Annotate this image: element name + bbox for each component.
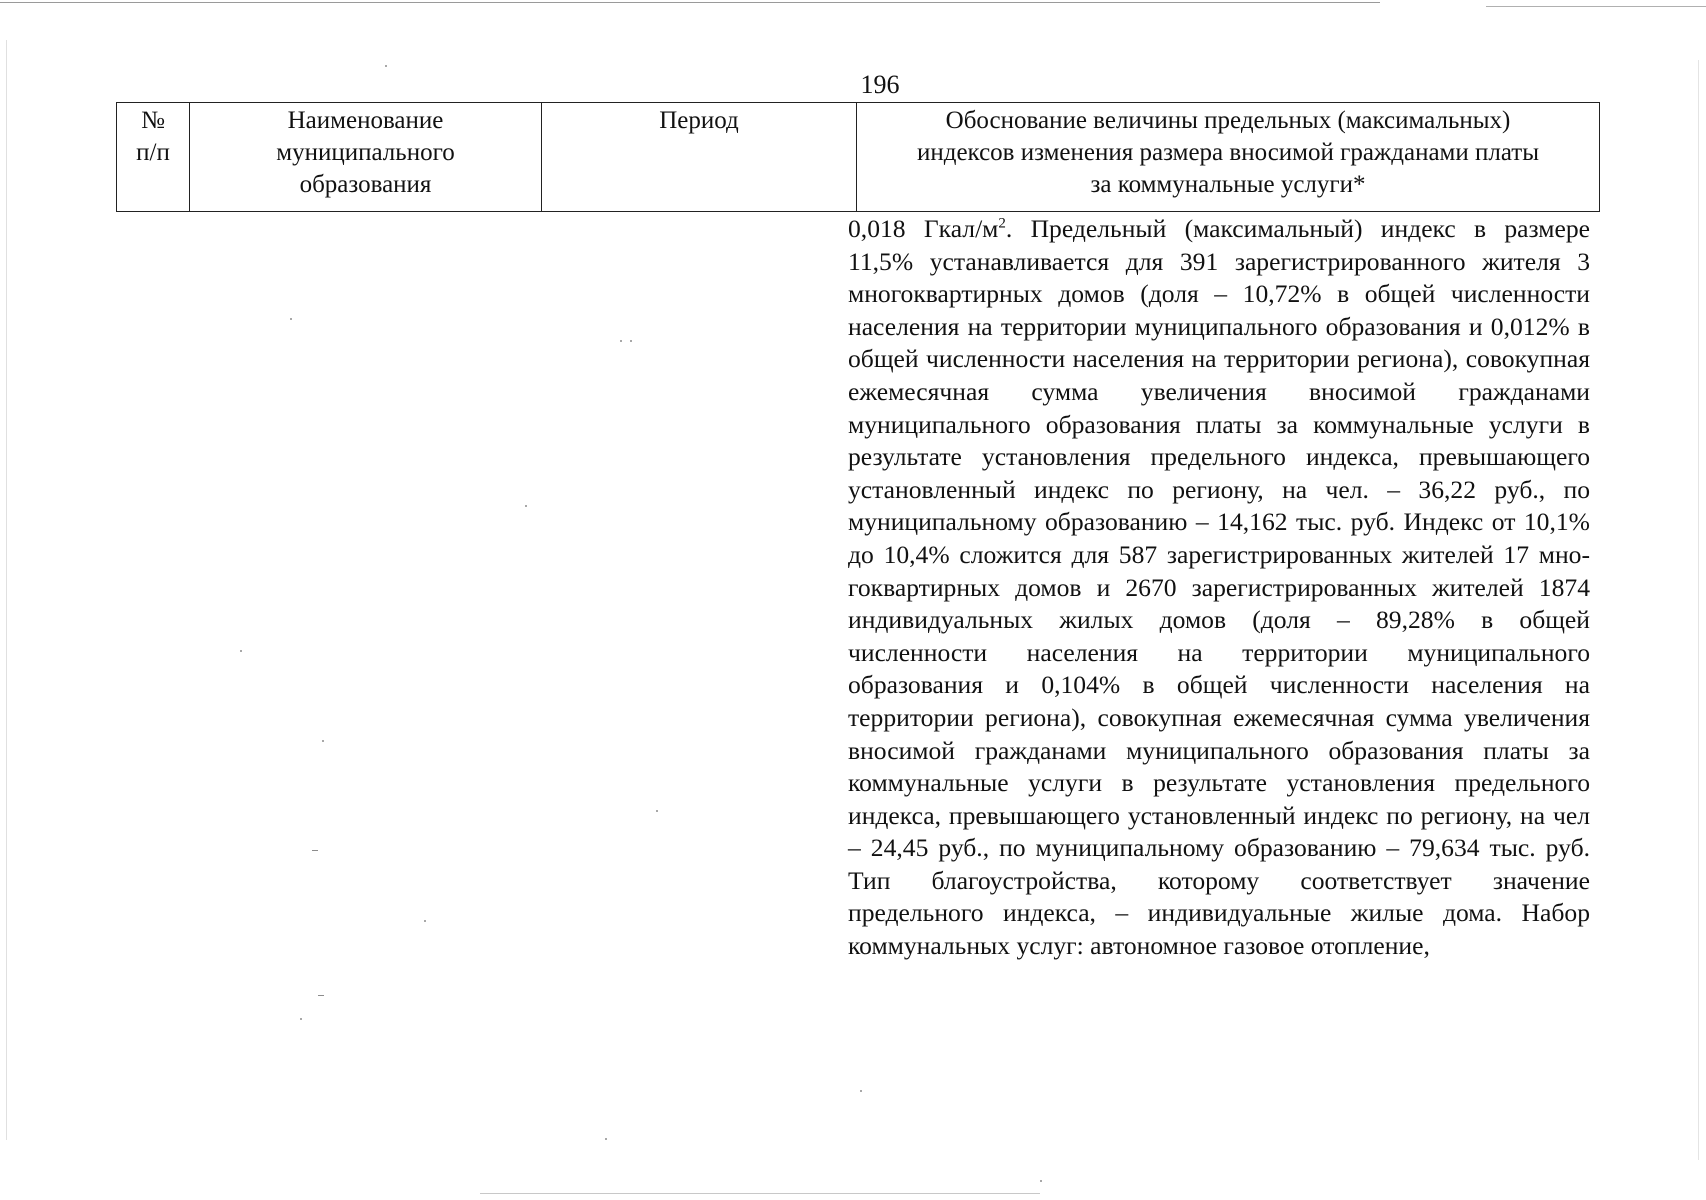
justification-text [848, 213, 1590, 963]
scan-speck [290, 318, 292, 320]
scan-speck [860, 1090, 862, 1092]
header-cell-number: № п/п [117, 103, 190, 212]
scan-speck [630, 340, 632, 342]
header-cell-period: Период [542, 103, 857, 212]
page-number: 196 [860, 70, 900, 99]
scan-border-left [6, 40, 7, 1140]
scan-speck [312, 850, 318, 851]
scan-speck [656, 810, 658, 812]
scan-speck [318, 995, 324, 996]
header-cell-municipality: Наименование муниципального образования [190, 103, 542, 212]
justification-unit-superscript: 2 [998, 215, 1006, 232]
scan-border-right [1698, 60, 1699, 1160]
table-header [116, 102, 1600, 212]
scan-speck [300, 1018, 302, 1020]
scan-speck [424, 920, 426, 922]
scan-speck [525, 505, 527, 507]
justification-unit: 0,018 Гкал/м [848, 214, 999, 243]
scan-speck [605, 1138, 607, 1140]
scan-speck [1040, 1180, 1042, 1182]
scan-speck [385, 65, 387, 67]
scan-border-top-right [1486, 6, 1706, 7]
table-header-row [117, 103, 1600, 212]
justification-paragraph: . Предельный (максимальный) индекс в размере 11,5% устанавливается для 391 зарегистрированного жителя 3 многоквартирных домов (доля – 10,72% в общей численности населения на территории муниципального образования и 0,012% в общей численности населения на территории региона), совокупная ежемесячная сумма увеличения вносимой гражданами муниципального образования платы за коммунальные услуги в результате установления предельного индекса, превышающего установленный индекс по региону, на чел. – 36,22 руб., по муниципальному образованию – 14,162 тыс. руб. Индекс от 10,1% до 10,4% сложится для 587 зарегистрированных жителей 17 многоквартирных домов и 2670 зарегистрированных жителей 1874 индивидуальных жилых домов (доля – 89,28% в общей численности населения на территории муниципального образования и 0,104% в общей численности населения на территории региона), совокупная ежемесячная сумма увеличения вносимой гражданами муниципального образования платы за коммунальные услуги в результате установления предельного индекса, превышающего установленный индекс по региону, на чел – 24,45 руб., по муниципальному образованию – 79,634 тыс. руб. Тип благоустройства, которому соответствует значение предельного индекса, – индивидуальные жилые дома. Набор коммунальных услуг: автономное газовое отопление, [848, 214, 1590, 961]
scan-speck [620, 340, 622, 342]
scan-speck [322, 740, 324, 742]
scan-border-bottom [480, 1193, 1040, 1194]
scan-speck [240, 650, 242, 652]
scan-border-top [0, 2, 1380, 3]
header-cell-justification: Обоснование величины предельных (максимальных) индексов изменения размера вносимой гражданами платы за коммунальные услуги* [857, 103, 1600, 212]
